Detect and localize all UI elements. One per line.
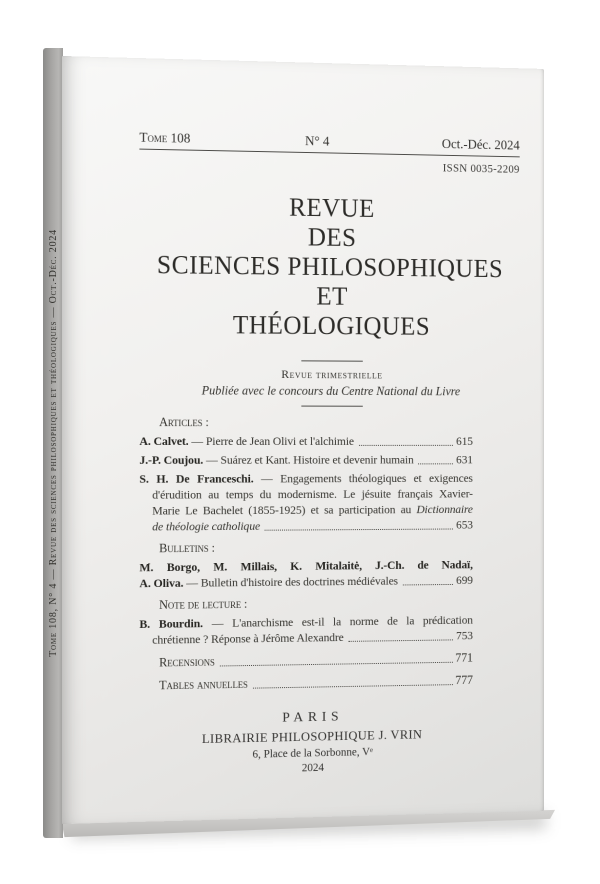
imprint-publisher: LIBRAIRIE PHILOSOPHIQUE J. VRIN: [201, 726, 423, 746]
toc-section-heading: Note de lecture :: [159, 596, 248, 612]
periodicity-block: [139, 359, 519, 407]
toc-entry: [139, 470, 472, 534]
masthead: [139, 130, 519, 176]
journal-title: [139, 190, 519, 342]
toc-entry-line: M. Borgo, M. Millais, K. Mitalaitė, J.-Ch. de Nadaï,: [139, 557, 473, 575]
toc-entry-line: A. Calvet. — Pierre de Jean Olivi et l'alchimie 615: [139, 434, 473, 448]
toc-entry-line: Tables annuelles 777: [159, 673, 473, 693]
toc-entry: [139, 557, 472, 592]
page-number: 615: [456, 434, 473, 448]
dot-leader: [359, 445, 454, 446]
toc: [139, 414, 472, 693]
dot-leader: [418, 463, 453, 464]
separator-rule: [301, 406, 362, 407]
toc-entry-line: A. Oliva. — Bulletin d'histoire des doctrines médiévales 699: [139, 573, 473, 591]
front-cover: [62, 56, 544, 824]
journal-title-line: DES: [307, 222, 357, 252]
toc-entry: [139, 433, 472, 449]
toc-entry-line: Recensions 771: [159, 650, 473, 670]
periodicity-label: Revue trimestrielle: [281, 367, 383, 382]
spine-title: Tome 108, N° 4 — Revue des sciences philosophiques et théologiques — Oct.-Déc. 2024: [47, 229, 59, 657]
dot-leader: [253, 684, 453, 688]
imprint-address: 6, Place de la Sorbonne, Vᵉ: [252, 746, 373, 761]
page-number: 699: [456, 573, 473, 587]
toc-entry-line: de théologie catholique 653: [152, 517, 473, 534]
toc-section-heading: Articles :: [159, 415, 209, 430]
toc-entry-line: d'érudition au temps du modernisme. Le jésuite français Xavier-: [152, 486, 473, 502]
dot-leader: [220, 662, 453, 667]
issn: ISSN 0035-2209: [442, 162, 520, 176]
journal-title-line: SCIENCES PHILOSOPHIQUES: [156, 250, 504, 283]
date-label: Oct.-Déc. 2024: [441, 136, 520, 153]
page-number: 771: [455, 650, 473, 665]
imprint: [139, 707, 482, 778]
toc-section-heading: Bulletins :: [159, 540, 215, 556]
toc-entry: [139, 452, 472, 468]
dot-leader: [348, 639, 453, 641]
toc-entry: [139, 612, 472, 648]
imprint-year: 2024: [301, 761, 324, 775]
toc-entry-line: J.-P. Coujou. — Suárez et Kant. Histoire et devenir humain 631: [139, 452, 473, 467]
volume-label: Tome 108: [139, 129, 191, 146]
toc-entry-line: Marie Le Bachelet (1855-1925) et sa participation au Dictionnaire: [152, 502, 473, 518]
journal-title-line: REVUE: [289, 192, 375, 223]
toc-entry: [139, 672, 472, 693]
toc-entry-line: S. H. De Franceschi. — Engagements théologiques et exigences: [139, 471, 473, 486]
journal-title-line: ET: [316, 281, 348, 311]
issue-label: N° 4: [305, 133, 330, 149]
separator-rule: [301, 360, 362, 361]
journal-title-line: THÉOLOGIQUES: [232, 310, 431, 341]
toc-entry-line: chrétienne ? Réponse à Jérôme Alexandre 753: [152, 628, 473, 647]
front-cover-content: [62, 56, 544, 824]
dot-leader: [265, 529, 453, 531]
spine: [43, 48, 63, 838]
dot-leader: [403, 584, 454, 585]
page-number: 777: [455, 673, 473, 688]
imprint-city: PARIS: [282, 709, 344, 726]
support-note: Publiée avec le concours du Centre National du Livre: [201, 383, 461, 399]
toc-entry: [139, 650, 472, 671]
page-number: 753: [456, 628, 473, 643]
page-number: 653: [456, 517, 473, 532]
page-number: 631: [456, 452, 473, 467]
toc-entry-line: B. Bourdin. — L'anarchisme est-il la norme de la prédication: [139, 612, 473, 631]
